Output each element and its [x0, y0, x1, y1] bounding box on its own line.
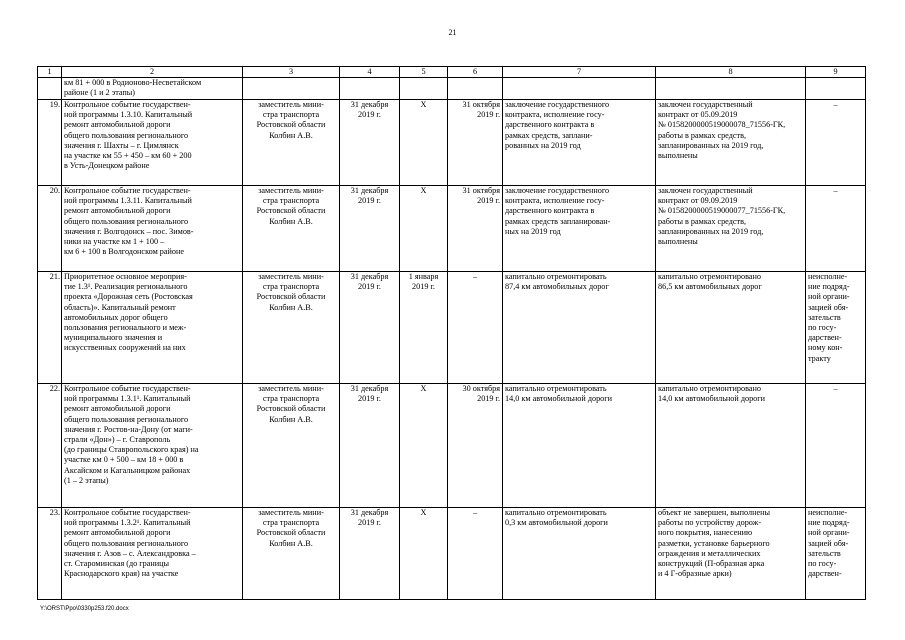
planned-date: 31 декабря 2019 г.	[340, 100, 400, 186]
actual-date: 31 октября 2019 г.	[448, 100, 503, 186]
empty-cell	[400, 78, 448, 100]
file-path-footer: Y:\ORST\Ppo\0330p253.f20.docx	[40, 606, 129, 612]
planned-result: капитально отремонтировать 0,3 км автомобильной дороги	[503, 508, 656, 600]
table-row	[38, 384, 866, 508]
row-number: 22.	[38, 384, 62, 508]
planned-result: капитально отремонтировать 87,4 км автомобильных дорог	[503, 272, 656, 384]
column-header: 2	[62, 67, 243, 78]
actual-date: 30 октября 2019 г.	[448, 384, 503, 508]
start-date: Х	[400, 100, 448, 186]
deviation-reason: –	[806, 100, 866, 186]
planned-result: заключение государственного контракта, исполнение госу- дарственного контракта в рамках средств, заплани- рованных на 2019 год	[503, 100, 656, 186]
empty-cell	[243, 78, 340, 100]
responsible-person: заместитель мини- стра транспорта Ростовской области Колбин А.В.	[243, 508, 340, 600]
start-date: Х	[400, 384, 448, 508]
empty-cell	[806, 78, 866, 100]
planned-result: капитально отремонтировать 14,0 км автомобильной дороги	[503, 384, 656, 508]
event-description: Контрольное событие государствен- ной программы 1.3.11. Капитальный ремонт автомобильной дороги общего пользования регионального значения г. Волгодонск – пос. Зимов- ники на участке км 1 + 100 – км 6 + 100 в Волгодонском районе	[62, 186, 243, 272]
responsible-person: заместитель мини- стра транспорта Ростовской области Колбин А.В.	[243, 272, 340, 384]
actual-date: –	[448, 272, 503, 384]
responsible-person: заместитель мини- стра транспорта Ростовской области Колбин А.В.	[243, 100, 340, 186]
planned-date: 31 декабря 2019 г.	[340, 384, 400, 508]
deviation-reason: неисполне- ние подряд- ной органи- зацией обя- зательств по госу- дарствен-	[806, 508, 866, 600]
deviation-reason: неисполне- ние подряд- ной органи- зацией обя- зательств по госу- дарствен- ному кон- тракту	[806, 272, 866, 384]
column-number-row	[38, 67, 866, 78]
continuation-row	[38, 78, 866, 100]
actual-result: объект не завершен, выполнены работы по устройству дорож- ного покрытия, нанесению разметки, установке барьерного ограждения и металлических конструкций (П-образная арка и 4 Г-образные арки)	[656, 508, 806, 600]
actual-result: капитально отремонтировано 86,5 км автомобильных дорог	[656, 272, 806, 384]
table-row	[38, 508, 866, 600]
empty-cell	[448, 78, 503, 100]
responsible-person: заместитель мини- стра транспорта Ростовской области Колбин А.В.	[243, 186, 340, 272]
table-row	[38, 272, 866, 384]
planned-date: 31 декабря 2019 г.	[340, 186, 400, 272]
table-row	[38, 186, 866, 272]
column-header: 1	[38, 67, 62, 78]
event-description: Контрольное событие государствен- ной программы 1.3.10. Капитальный ремонт автомобильной дороги общего пользования регионального значения г. Шахты – г. Цимлянск на участке км 55 + 450 – км 60 + 200 в Усть-Донецком районе	[62, 100, 243, 186]
deviation-reason: –	[806, 186, 866, 272]
start-date: Х	[400, 508, 448, 600]
event-description: Контрольное событие государствен- ной программы 1.3.1¹. Капитальный ремонт автомобильной дороги общего пользования регионального значения г. Ростов-на-Дону (от маги- страли «Дон») – г. Ставрополь (до границы Ставропольского края) на участке км 0 + 500 – км 18 + 000 в Аксайском и Кагальницком районах (1 – 2 этапы)	[62, 384, 243, 508]
empty-cell	[340, 78, 400, 100]
column-header: 8	[656, 67, 806, 78]
planned-date: 31 декабря 2019 г.	[340, 508, 400, 600]
empty-cell	[503, 78, 656, 100]
actual-result: заключен государственный контракт от 09.09.2019 № 0158200000519000077_71556-ГК, работы в рамках средств, запланированных на 2019 год, выполнены	[656, 186, 806, 272]
row-number: 21.	[38, 272, 62, 384]
empty-cell	[38, 78, 62, 100]
column-header: 4	[340, 67, 400, 78]
start-date: Х	[400, 186, 448, 272]
event-description: Контрольное событие государствен- ной программы 1.3.2¹. Капитальный ремонт автомобильной дороги общего пользования регионального значения г. Азов – с. Александровка – ст. Староминская (до границы Краснодарского края) на участке	[62, 508, 243, 600]
row-number: 23.	[38, 508, 62, 600]
empty-cell	[656, 78, 806, 100]
deviation-reason: –	[806, 384, 866, 508]
row-number: 19.	[38, 100, 62, 186]
responsible-person: заместитель мини- стра транспорта Ростовской области Колбин А.В.	[243, 384, 340, 508]
column-header: 5	[400, 67, 448, 78]
column-header: 6	[448, 67, 503, 78]
planned-result: заключение государственного контракта, исполнение госу- дарственного контракта в рамках средств запланирован- ных на 2019 год	[503, 186, 656, 272]
actual-date: –	[448, 508, 503, 600]
continuation-text: км 81 + 000 в Родионово-Несветайском районе (1 и 2 этапы)	[62, 78, 243, 100]
start-date: 1 января 2019 г.	[400, 272, 448, 384]
page-number: 21	[448, 28, 457, 37]
event-description: Приоритетное основное мероприя- тие 1.3¹. Реализация регионального проекта «Дорожная сеть (Ростовская область)». Капитальный ремонт автомобильных дорог общего пользования регионального и меж- муниципального значения и искусственных сооружений на них	[62, 272, 243, 384]
row-number: 20.	[38, 186, 62, 272]
planned-date: 31 декабря 2019 г.	[340, 272, 400, 384]
actual-result: капитально отремонтировано 14,0 км автомобильной дороги	[656, 384, 806, 508]
column-header: 3	[243, 67, 340, 78]
report-table	[37, 66, 866, 600]
actual-date: 31 октября 2019 г.	[448, 186, 503, 272]
column-header: 7	[503, 67, 656, 78]
actual-result: заключен государственный контракт от 05.09.2019 № 0158200000519000078_71556-ГК, работы в рамках средств, запланированных на 2019 год, выполнены	[656, 100, 806, 186]
table-row	[38, 100, 866, 186]
column-header: 9	[806, 67, 866, 78]
